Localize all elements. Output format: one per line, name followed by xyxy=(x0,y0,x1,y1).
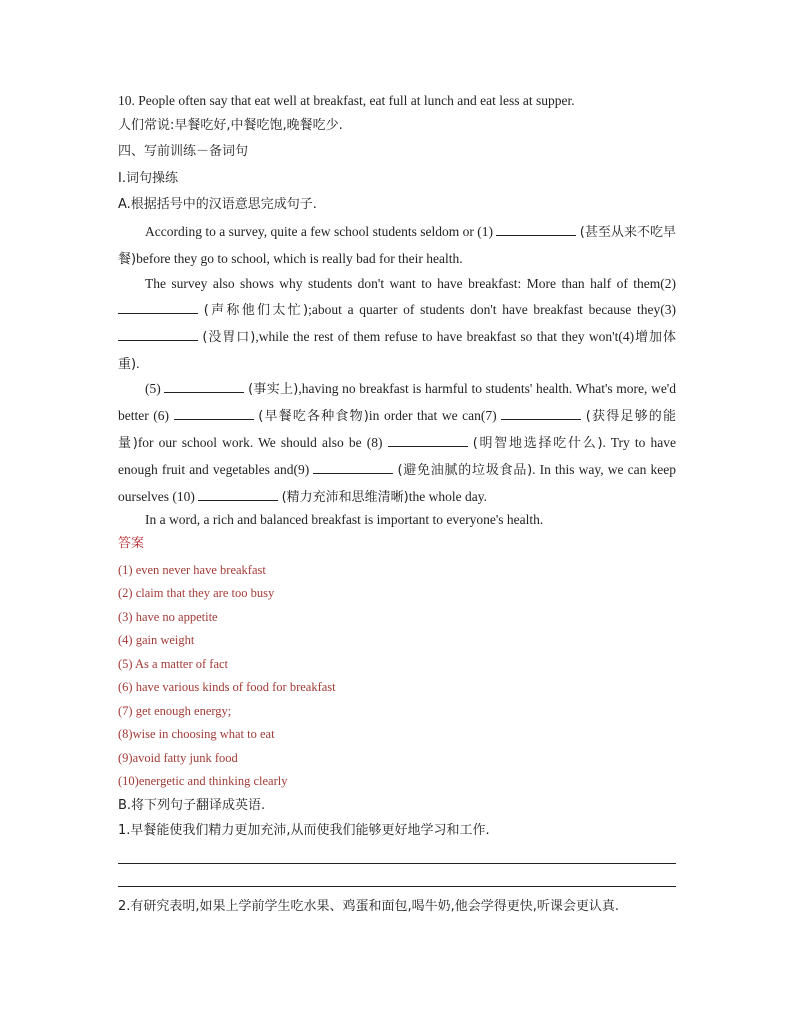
hint-10: (精力充沛和思维清晰) xyxy=(281,490,409,505)
paragraph-4: In a word, a rich and balanced breakfast is important to everyone's health. xyxy=(145,512,544,527)
paragraph-3: (5) (事实上),having no breakfast is harmful to students' health. What's more, we'd better (6) (早餐吃各种食物)in order that we can(7) (获得足够的能量)for our school work. We should also be (8) (明智地选择吃什么). Try to have enough fruit and vegetables and(9) (避免油腻的垃圾食品). In this way, we can keep ourselves (10) (精力充沛和思维清晰)the whole day. xyxy=(118,381,677,505)
answer-line-1[interactable] xyxy=(118,863,676,864)
blank-1[interactable] xyxy=(496,223,576,236)
blank-10[interactable] xyxy=(198,488,278,501)
blank-5[interactable] xyxy=(164,380,244,393)
hint-8: (明智地选择吃什么) xyxy=(472,436,603,451)
answer-item: (2) claim that they are too busy xyxy=(118,586,275,600)
partA-title: A.根据括号中的汉语意思完成句子. xyxy=(118,197,317,212)
question-2: 2.有研究表明,如果上学前学生吃水果、鸡蛋和面包,喝牛奶,他会学得更快,听课会更认真. xyxy=(118,899,620,914)
hint-5: (事实上) xyxy=(248,382,299,397)
hint-4: 增加体重) xyxy=(118,330,676,372)
hint-1: (甚至从来不吃早餐) xyxy=(118,225,677,267)
answer-item: (9)avoid fatty junk food xyxy=(118,751,238,765)
answer-title: 答案 xyxy=(118,536,145,551)
question-1: 1.早餐能使我们精力更加充沛,从而使我们能够更好地学习和工作. xyxy=(118,823,490,838)
answer-item: (8)wise in choosing what to eat xyxy=(118,727,275,741)
answer-item: (1) even never have breakfast xyxy=(118,563,266,577)
hint-2: (声称他们太忙) xyxy=(203,303,309,318)
blank-7[interactable] xyxy=(501,407,581,420)
answer-line-2[interactable] xyxy=(118,886,676,887)
item10-english: 10. People often say that eat well at breakfast, eat full at lunch and eat less at supper. xyxy=(118,93,575,108)
answer-item: (5) As a matter of fact xyxy=(118,657,229,671)
answer-item: (4) gain weight xyxy=(118,633,195,647)
hint-7: (获得足够的能量) xyxy=(118,409,676,451)
part1-title: I.词句操练 xyxy=(118,171,178,186)
item10-chinese: 人们常说:早餐吃好,中餐吃饱,晚餐吃少. xyxy=(118,118,343,133)
blank-9[interactable] xyxy=(313,461,393,474)
blank-6[interactable] xyxy=(174,407,254,420)
hint-3: (没胃口) xyxy=(202,330,256,345)
answer-item: (3) have no appetite xyxy=(118,610,218,624)
hint-9: (避免油腻的垃圾食品) xyxy=(397,463,533,478)
paragraph-2: The survey also shows why students don't want to have breakfast: More than half of them(2) (声称他们太忙);about a quarter of students don't have breakfast because they(3) (没胃口),while the rest of them refuse to have breakfast so that they won't(4)增加体重). xyxy=(118,276,676,372)
section-title: 四、写前训练－备词句 xyxy=(118,144,249,159)
hint-6: (早餐吃各种食物) xyxy=(258,409,369,424)
paragraph-1: According to a survey, quite a few school students seldom or (1) (甚至从来不吃早餐)before they go to school, which is really bad for their health. xyxy=(118,224,677,267)
answer-item: (7) get enough energy; xyxy=(118,704,232,718)
blank-8[interactable] xyxy=(388,434,468,447)
partB-title: B.将下列句子翻译成英语. xyxy=(118,798,266,813)
answer-item: (10)energetic and thinking clearly xyxy=(118,774,288,788)
answer-item: (6) have various kinds of food for breakfast xyxy=(118,680,336,694)
blank-2[interactable] xyxy=(118,301,198,314)
blank-3[interactable] xyxy=(118,328,198,341)
